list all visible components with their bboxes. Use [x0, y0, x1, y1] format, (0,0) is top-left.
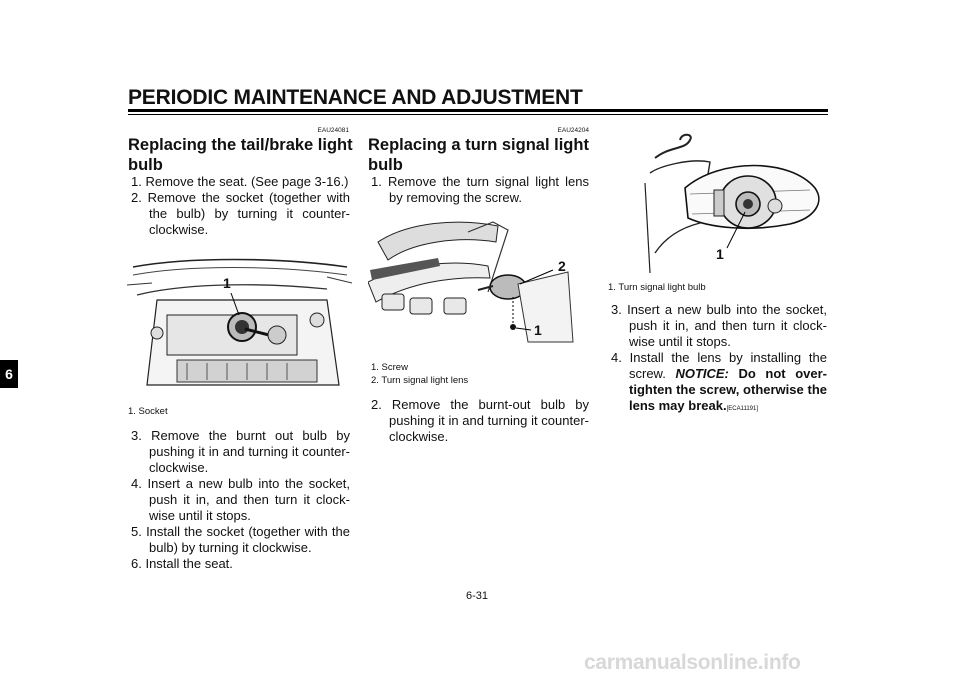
section-heading: Replacing the tail/brake light bulb	[128, 136, 353, 174]
header-rule	[128, 109, 828, 112]
figure-callout: 1	[716, 246, 724, 262]
steps-list-a	[371, 174, 589, 206]
notice-label: NOTICE:	[675, 366, 729, 381]
figure-callout: 2	[558, 258, 566, 274]
section-code: EAU24081	[317, 127, 349, 134]
turn-signal-figure	[368, 212, 593, 347]
bulb-illustration	[630, 128, 830, 273]
figure-callout: 1	[223, 275, 231, 291]
step-item: 2. Remove the burnt-out bulb by pushing it in and turning it counter-clockwise.	[371, 397, 589, 444]
section-heading: Replacing a turn signal light bulb	[368, 136, 589, 174]
steps-list-b	[371, 397, 589, 445]
step-item: 4. Insert a new bulb into the socket, push it in, and then turn it clock-wise until it stops.	[131, 476, 350, 523]
section-code: EAU24204	[557, 127, 589, 134]
figure-callout: 1	[534, 322, 542, 338]
figure-caption: 1. Turn signal light bulb	[608, 282, 706, 293]
step-item: 5. Install the socket (together with the bulb) by turning it clockwise.	[131, 524, 350, 555]
steps-list-b	[131, 428, 350, 572]
step-item: 1. Remove the turn signal light lens by removing the screw.	[371, 174, 589, 205]
steps-list	[611, 302, 827, 417]
steps-list-a	[131, 174, 350, 238]
bulb-figure	[630, 128, 830, 273]
step-item: 3. Remove the burnt out bulb by pushing it in and turning it counter-clockwise.	[131, 428, 350, 475]
socket-figure	[127, 255, 352, 400]
step-item: 1. Remove the seat. (See page 3-16.)	[131, 174, 349, 189]
figure-caption: 1. Screw	[371, 362, 408, 373]
figure-caption: 1. Socket	[128, 406, 168, 417]
step-item: 2. Remove the socket (together with the bulb) by turning it counter-clockwise.	[131, 190, 350, 237]
header-rule-thin	[128, 114, 828, 115]
step-item	[611, 350, 827, 417]
page-number: 6-31	[466, 590, 489, 602]
step-item: 3. Insert a new bulb into the socket, push it in, and then turn it clock-wise until it stops.	[611, 302, 827, 349]
turn-signal-illustration	[368, 212, 593, 347]
step-text: 4. Install the lens by installing the screw.	[611, 350, 827, 381]
chapter-tab: 6	[0, 360, 18, 388]
step-item: 6. Install the seat.	[131, 556, 233, 571]
watermark: carmanualsonline.info	[584, 651, 801, 674]
page-header-title: PERIODIC MAINTENANCE AND ADJUSTMENT	[128, 86, 583, 109]
socket-illustration	[127, 255, 352, 400]
notice-code: [ECA11191]	[726, 406, 759, 412]
notice-text: Do not over-tighten the screw, otherwise the lens may break.	[629, 366, 827, 413]
figure-caption: 2. Turn signal light lens	[371, 375, 469, 386]
